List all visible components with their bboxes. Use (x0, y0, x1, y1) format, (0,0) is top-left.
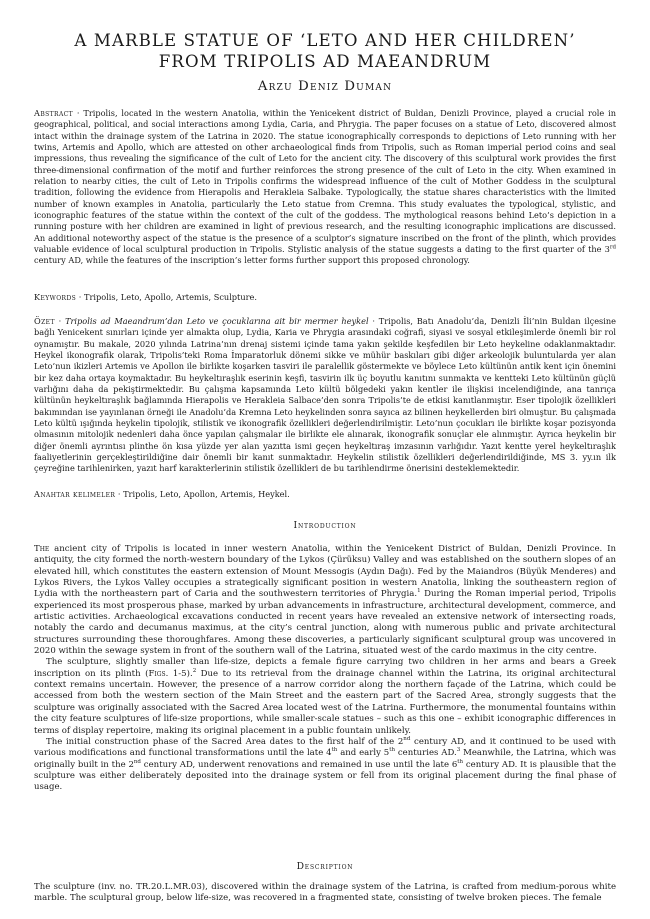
footnote-ref: 2 (192, 667, 197, 674)
introduction-paragraph-2 (34, 657, 616, 736)
anahtar-paragraph (34, 489, 616, 500)
ozet-title: Tripolis ad Maeandrum’dan Leto ve çocuklarına ait bir mermer heykel (65, 316, 369, 326)
ozet-label: Özet (34, 316, 55, 326)
ozet-paragraph (34, 316, 616, 475)
introduction-body (34, 544, 616, 794)
keywords-paragraph (34, 292, 616, 303)
ordinal-sup: th (389, 747, 395, 754)
ozet-separator-2: · (368, 316, 379, 326)
intro-p3-b: century AD, and it continued to be used with various modifications and functional transformations until the late 4 (34, 736, 616, 759)
anahtar-text: Tripolis, Leto, Apollon, Artemis, Heykel. (123, 489, 290, 499)
intro-p2-text: The sculpture, slightly smaller than life-size, depicts a female figure carrying two children in her arms and bears a Greek inscription on its plinth ( (34, 657, 616, 679)
abstract-text: Tripolis, located in the western Anatolia, within the Yenicekent district of Buldan, Denizli Province, played a crucial role in geographical, political, and social interactions among Lydia, Caria, and Phrygia. The paper focuses on a statue of Leto, discovered almost intact within the drainage system of the Latrina in 2020. The statue iconographically corresponds to depictions of Leto running with her twins, Artemis and Apollo, which are attested on other archaeological finds from Tripolis, such as Roman imperial period coins and seal impressions, thus revealing the significance of the cult of Leto for the ancient city. The discovery of this sculptural work provides the first three-dimensional confirmation of the motif and further reinforces the strong presence of the cult of Leto in the city. When examined in relation to nearby cities, the cult of Leto in Tripolis confirms the widespread influence of the cult of Mother Goddess in the sculptural tradition, following the evidence from Hierapolis and Herakleia Salbake. Typologically, the statue shares characteristics with the limited number of known examples in Anatolia, particularly the Leto statue from Cremna. This study evaluates the typological, stylistic, and iconographic features of the statue within the context of the cult of the goddess. The mythological reasons behind Leto’s depiction in a running posture with her children are examined in light of previous research, and the resulting iconographic implications are discussed. An additional noteworthy aspect of the statue is the presence of a sculptor’s signature inscribed on the front of the plinth, which provides valuable evidence of local sculptural production in Tripolis. Stylistic analysis of the statue suggests a dating to the first quarter of the 3 (34, 108, 616, 255)
intro-p2-tail: Due to its retrieval from the drainage channel within the Latrina, its original architectural context remains uncertain. However, the presence of a narrow corridor along the northern façade of the Latrina, which could be accessed from both the western section of the Main Street and the eastern part of the Sacred Area, strongly suggests that the sculpture was originally associated with the Sacred Area located west of the Latrina. Furthermore, the monumental fountains within the city feature sculptures of life-size proportions, while smaller-scale statues – such as this one – exhibit iconographic differences in terms of display repertoire, making its original placement in a public fountain unlikely. (34, 668, 616, 736)
ozet-separator: · (54, 316, 66, 326)
keywords-text: Tripolis, Leto, Apollo, Artemis, Sculpture. (84, 292, 257, 302)
author-name: Arzu Deniz Duman (257, 79, 393, 94)
keywords-separator: · (76, 292, 84, 302)
intro-p3-c: and early 5 (337, 748, 390, 759)
intro-p3-d: centuries AD. (395, 748, 457, 759)
article-title (40, 30, 610, 72)
introduction-paragraph-3 (34, 737, 616, 794)
figure-ref: Figs. 1-5 (148, 668, 187, 679)
introduction-paragraph-1 (34, 544, 616, 657)
ozet-text: Tripolis, Batı Anadolu’da, Denizli İli’nin Buldan ilçesine bağlı Yenicekent sınırları içinde yer almakta olup, Lydia, Karia ve Phrygia arasındaki coğrafi, siyasi ve sosyal etkileşimlerde önemli bir rol oynamıştır. Bu makale, 2020 yılında Latrina’nın drenaj sistemi içinde tama yakın şekilde keşfedilen bir Leto heykeline odaklanmaktadır. Heykel ikonografik olarak, Tripolis’teki Roma İmparatorluk dönemi sikke ve mühür baskıları gibi diğer arkeolojik buluntularda yer alan Leto’nun ikizleri Artemis ve Apollon ile birlikte koşarken tasviri ile paralellik göstermekte ve böylece Leto kültünün antik kent için önemini bir kez daha ortaya koymaktadır. Bu heykeltıraşlık eserinin keşfi, tasvirin ilk üç boyutlu kanıtını sunmakta ve kentteki Leto kültünün güçlü varlığını daha da pekiştirmektedir. Bu çalışma kapsamında Leto kültü bölgedeki yakın kentler ile ilişkisi incelendiğinde, ana tanrıça kültünün heykeltıraşlık bağlamında Hierapolis ve Herakleia Salbace’den sonra Tripolis’te de etkisi kanıtlanmıştır. Eser tipolojik özellikleri bakımından ise yayınlanan örneği ile Anadolu’da Kremna Leto heykelinden sonra sayıca az bilinen heykellerden biri olmuştur. Bu çalışmada Leto kültü ışığında heykelin tipolojik, stilistik ve ikonografik özellikleri değerlendirilmiştir. Leto’nun çocukları ile birlikte koşar pozisyonda olmasının mitolojik nedenleri daha önce yapılan çalışmalar ile birlikte ele alınarak, ikonografik sonuçlar ele alınmıştır. Ayrıca heykelin bir diğer önemli ayrıntısı plinthe ön kısa yüzde yer alan yazıtta ismi geçen heykeltıraş imzasının varlığıdır. Yazıt kentte yerel heykeltıraşlık faaliyetlerinin gerçekleştirildiğine dair önemli bir kanıt sunmaktadır. Heykelin stilistik özellikleri değerlendirildiğinde, MS 3. yy.ın ilk çeyreğine tarihlenirken, yazıt harf karakterlerinin stilistik özellikleri de bu tarihlendirme önerisini desteklemektedir. (34, 316, 616, 474)
intro-p3-f: century AD, underwent renovations and remained in use until the late 6 (140, 759, 458, 770)
intro-p2-b: ). (186, 668, 193, 679)
abstract-paragraph (34, 108, 616, 267)
footnote-ref: 3 (456, 747, 461, 754)
description-paragraph-1: The sculpture (inv. no. TR.20.L.MR.03), discovered within the drainage system of the Latrina, is crafted from medium-porous white marble. The sculptural group, below life-size, was recovered in a fragmented state, consisting of twelve broken pieces. The female (34, 882, 616, 904)
description-heading: Description (296, 861, 354, 872)
ordinal-sup: th (457, 758, 464, 765)
abstract-sup: rd (609, 244, 616, 251)
abstract-separator: · (73, 108, 84, 118)
intro-p3-g: century AD. It is plausible that the sculpture was either deliberately deposited into the drainage system or fell from its original placement during the final phase of usage. (34, 759, 616, 793)
title-line-1: A MARBLE STATUE OF ‘LETO AND HER CHILDREN’ (74, 31, 576, 50)
keywords-label: Keywords (34, 292, 77, 302)
ordinal-sup: nd (403, 736, 411, 742)
abstract-tail: century AD, while the features of the inscription’s letter forms further support this proposed chronology. (34, 255, 470, 266)
lead-word: The (34, 544, 50, 554)
intro-p3-a: The initial construction phase of the Sacred Area dates to the first half of the 2 (46, 736, 404, 747)
ordinal-sup: nd (133, 758, 141, 765)
abstract-label: Abstract (34, 108, 74, 118)
ordinal-sup: th (331, 747, 338, 754)
anahtar-label: Anahtar kelimeler (34, 489, 116, 499)
title-line-2: FROM TRIPOLIS AD MAEANDRUM (158, 52, 492, 71)
anahtar-separator: · (115, 489, 124, 499)
intro-p1-text: ancient city of Tripolis is located in inner western Anatolia, within the Yenicekent District of Buldan, Denizli Province. In antiquity, the city formed the north-western boundary of the Lykos (Çürüksu) Valley and was established on the southern slopes of an elevated hill, which constitutes the eastern extension of Mount Messogis (Aydın Dağı). Fed by the Maiandros (Büyük Menderes) and Lykos Rivers, the Lykos Valley occupies a strategically significant position in western Anatolia, linking the southeastern region of Lydia with the northeastern part of Caria and the southwestern territories of Phrygia. (34, 544, 616, 600)
introduction-heading: Introduction (293, 520, 357, 531)
intro-p1-tail: During the Roman imperial period, Tripolis experienced its most prosperous phase, marked by urban advancements in infrastructure, architectural development, commerce, and artistic activities. Archaeological excavations conducted in recent years have revealed an extensive network of intersecting roads, notably the cardo and decumanus maximus, at the city’s central junction, along with numerous public and private architectural structures surrounding these thoroughfares. Among these discoveries, a particularly significant sculptural group was uncovered in 2020 within the sewage system in front of the southern wall of the Latrina, situated west of the cardo maximus in the city centre. (34, 589, 616, 657)
footnote-ref: 1 (417, 588, 421, 595)
intro-p3-e: Meanwhile, the Latrina, which was originally built in the 2 (34, 748, 616, 770)
description-body (34, 882, 616, 905)
